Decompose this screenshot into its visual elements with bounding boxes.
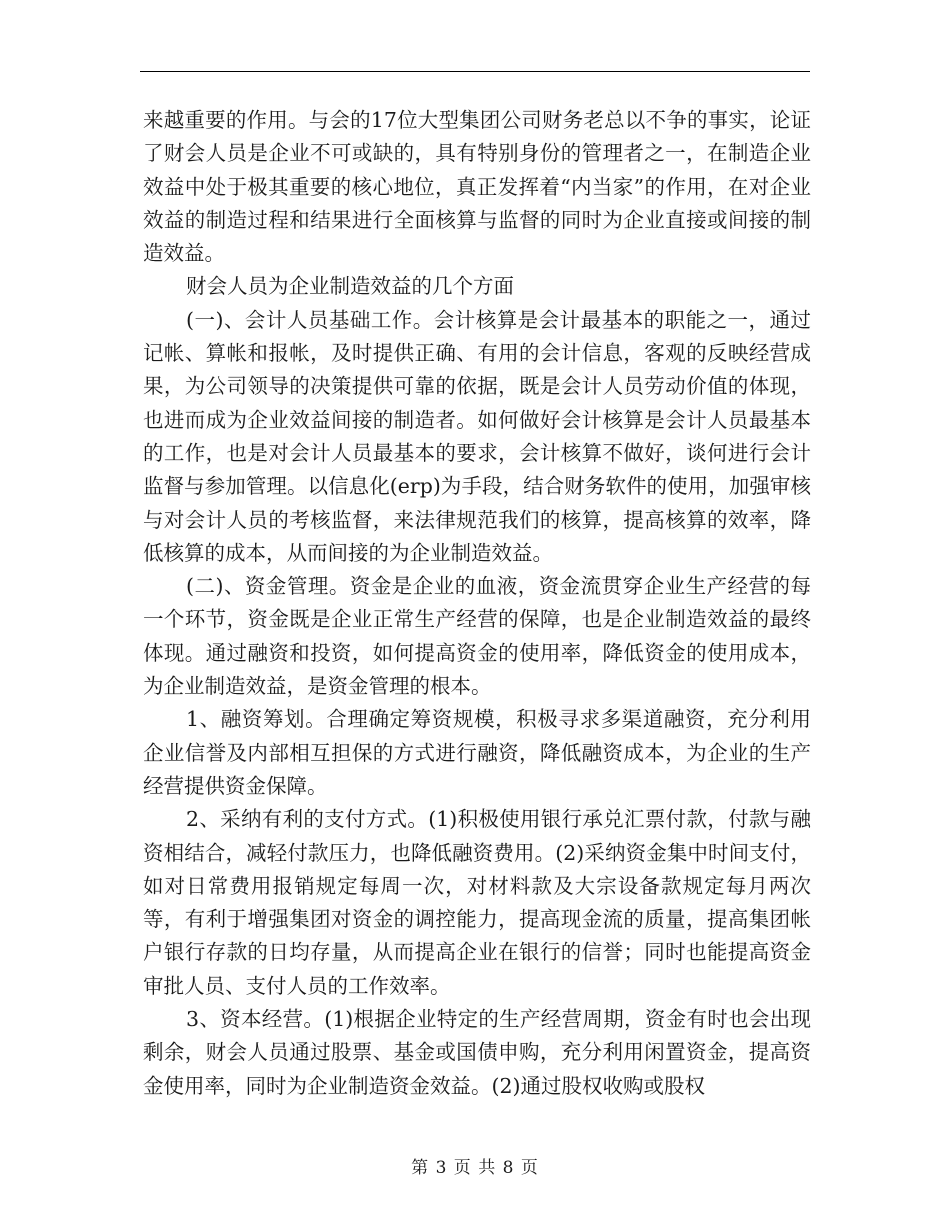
page-number-footer: 第 3 页 共 8 页 <box>411 1158 539 1178</box>
paragraph: (二)、资金管理。资金是企业的血液，资金流贯穿企业生产经营的每一个环节，资金既是企业正常生产经营的保障，也是企业制造效益的最终体现。通过融资和投资，如何提高资金的使用率，降低资金的使用成本，为企业制造效益，是资金管理的根本。 <box>143 574 811 699</box>
paragraph: (一)、会计人员基础工作。会计核算是会计最基本的职能之一，通过记帐、算帐和报帐，及时提供正确、有用的会计信息，客观的反映经营成果，为公司领导的决策提供可靠的依据，既是会计人员劳动价值的体现，也进而成为企业效益间接的制造者。如何做好会计核算是会计人员最基本的工作，也是对会计人员最基本的要求，会计核算不做好，谈何进行会计监督与参加管理。以信息化(erp)为手段，结合财务软件的使用，加强审核与对会计人员的考核监督，来法律规范我们的核算，提高核算的效率，降低核算的成本，从而间接的为企业制造效益。 <box>143 307 811 565</box>
paragraph: 来越重要的作用。与会的17位大型集团公司财务老总以不争的事实，论证了财会人员是企业不可或缺的，具有特别身份的管理者之一，在制造企业效益中处于极其重要的核心地位，真正发挥着“内当家”的作用，在对企业效益的制造过程和结果进行全面核算与监督的同时为企业直接或间接的制造效益。 <box>143 108 811 266</box>
section-heading: 财会人员为企业制造效益的几个方面 <box>186 274 514 299</box>
header-rule <box>140 71 810 72</box>
paragraph: 2、采纳有利的支付方式。(1)积极使用银行承兑汇票付款，付款与融资相结合，减轻付款压力，也降低融资费用。(2)采纳资金集中时间支付，如对日常费用报销规定每周一次，对材料款及大宗设备款规定每月两次等，有利于增强集团对资金的调控能力，提高现金流的质量，提高集团帐户银行存款的日均存量，从而提高企业在银行的信誉；同时也能提高资金审批人员、支付人员的工作效率。 <box>143 807 811 998</box>
document-body <box>143 104 811 1103</box>
paragraph: 1、融资筹划。合理确定筹资规模，积极寻求多渠道融资，充分利用企业信誉及内部相互担保的方式进行融资，降低融资成本，为企业的生产经营提供资金保障。 <box>143 707 811 798</box>
paragraph: 3、资本经营。(1)根据企业特定的生产经营周期，资金有时也会出现剩余，财会人员通过股票、基金或国债申购，充分利用闲置资金，提高资金使用率，同时为企业制造资金效益。(2)通过股权收购或股权 <box>143 1007 811 1098</box>
